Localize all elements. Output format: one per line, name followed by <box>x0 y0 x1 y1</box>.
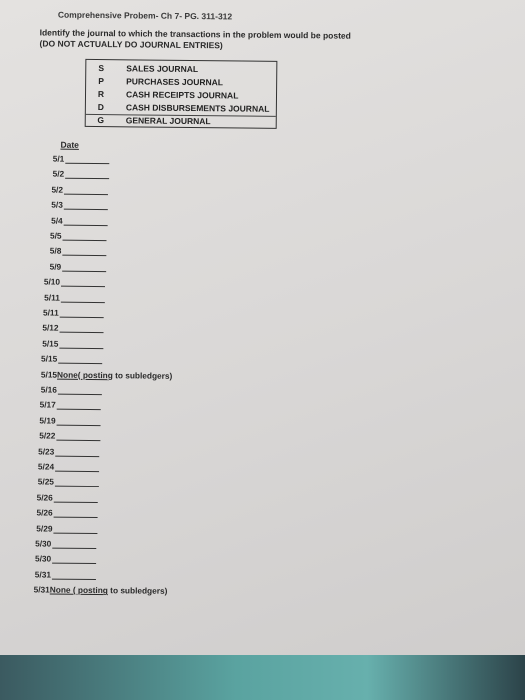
posting-note-rest: to subledgers) <box>112 369 173 381</box>
date-row <box>32 446 99 458</box>
answer-blank[interactable] <box>58 385 102 395</box>
legend-code: P <box>98 76 105 87</box>
date-row <box>29 554 96 566</box>
date-row <box>36 338 103 350</box>
instruction-line-1: Identify the journal to which the transactions in the problem would be posted <box>39 27 351 41</box>
date-text: 5/2 <box>52 168 65 180</box>
date-text: 5/8 <box>49 245 62 257</box>
answer-blank[interactable] <box>64 184 108 194</box>
legend-code: S <box>98 63 105 74</box>
date-row <box>28 585 168 597</box>
answer-blank[interactable] <box>61 277 105 287</box>
legend-code: G <box>97 115 105 126</box>
posting-note-rest: to subledgers) <box>107 585 168 596</box>
date-text: 5/30 <box>34 553 52 564</box>
legend-name: CASH DISBURSEMENTS JOURNAL <box>125 102 270 114</box>
date-row <box>35 369 172 381</box>
date-text: 5/3 <box>51 199 63 210</box>
date-text: 5/15 <box>42 338 59 349</box>
date-row <box>37 307 104 319</box>
date-text: 5/11 <box>42 307 59 318</box>
date-row <box>34 415 101 427</box>
answer-blank[interactable] <box>58 354 102 364</box>
legend-row-sales <box>86 63 276 77</box>
legend-row-cash-receipts <box>86 89 276 103</box>
date-text: 5/4 <box>51 215 63 226</box>
answer-blank[interactable] <box>60 308 104 318</box>
date-row <box>39 261 106 273</box>
background-surface <box>0 655 525 700</box>
answer-blank[interactable] <box>62 246 106 256</box>
date-text: 5/12 <box>42 322 59 334</box>
answer-blank[interactable] <box>59 338 103 348</box>
date-row <box>32 477 99 489</box>
date-text: 5/15 <box>41 353 58 364</box>
date-text: 5/1 <box>52 153 65 164</box>
answer-blank[interactable] <box>53 523 97 533</box>
posting-note-underlined: None ( posting <box>49 584 108 596</box>
page-title: Comprehensive Probem- Ch 7- PG. 311-312 <box>57 9 233 22</box>
date-row <box>38 292 105 304</box>
answer-blank[interactable] <box>65 169 109 179</box>
date-text: 5/31 <box>34 569 52 580</box>
date-text: 5/23 <box>38 446 55 457</box>
date-row <box>41 215 108 227</box>
date-row <box>41 184 108 196</box>
date-text: 5/31 <box>33 584 50 595</box>
date-row <box>39 230 106 242</box>
answer-blank[interactable] <box>65 154 109 164</box>
answer-blank[interactable] <box>62 231 106 241</box>
legend-code: R <box>97 89 105 100</box>
legend-name: PURCHASES JOURNAL <box>126 76 224 88</box>
posting-note <box>50 585 168 596</box>
journal-legend-box <box>85 59 278 129</box>
answer-blank[interactable] <box>55 462 99 472</box>
answer-blank[interactable] <box>52 569 96 579</box>
answer-blank[interactable] <box>64 215 108 225</box>
answer-blank[interactable] <box>60 323 104 333</box>
date-row <box>35 354 102 366</box>
date-text: 5/25 <box>37 476 55 487</box>
legend-name: CASH RECEIPTS JOURNAL <box>125 89 239 101</box>
answer-blank[interactable] <box>62 261 106 271</box>
date-row <box>34 400 101 412</box>
date-row <box>31 492 98 504</box>
legend-name: GENERAL JOURNAL <box>125 115 211 127</box>
date-text: 5/16 <box>40 384 57 395</box>
date-row <box>30 523 97 535</box>
legend-row-purchases <box>86 76 276 90</box>
posting-note <box>57 369 172 380</box>
date-text: 5/26 <box>36 492 53 503</box>
answer-blank[interactable] <box>55 477 99 487</box>
date-text: 5/11 <box>44 292 60 303</box>
answer-blank[interactable] <box>55 446 99 456</box>
date-column-label: Date <box>60 139 79 150</box>
answer-blank[interactable] <box>57 400 101 410</box>
answer-blank[interactable] <box>52 554 96 564</box>
answer-blank[interactable] <box>64 200 108 210</box>
date-text: 5/26 <box>36 507 53 518</box>
legend-row-general <box>86 114 276 129</box>
date-row <box>32 461 99 473</box>
date-text: 5/29 <box>36 523 53 534</box>
answer-blank[interactable] <box>57 415 101 425</box>
date-row <box>38 277 105 289</box>
date-text: 5/10 <box>43 276 61 287</box>
date-text: 5/2 <box>51 184 64 195</box>
date-text: 5/17 <box>39 399 56 410</box>
legend-name: SALES JOURNAL <box>126 63 199 75</box>
instruction-line-2: (DO NOT ACTUALLY DO JOURNAL ENTRIES) <box>39 38 223 51</box>
date-row <box>42 169 109 181</box>
date-row <box>29 538 96 550</box>
date-text: 5/5 <box>49 230 62 241</box>
date-text: 5/30 <box>35 538 52 549</box>
answer-blank[interactable] <box>61 292 105 302</box>
date-row <box>39 246 106 258</box>
date-row <box>42 153 109 165</box>
answer-blank[interactable] <box>54 508 98 518</box>
date-row <box>31 508 98 520</box>
posting-note-underlined: None( posting <box>57 369 113 380</box>
answer-blank[interactable] <box>54 492 98 502</box>
date-text: 5/19 <box>39 415 56 426</box>
date-row <box>29 569 96 581</box>
date-text: 5/15 <box>40 369 58 380</box>
date-row <box>41 200 108 212</box>
date-row <box>35 384 102 396</box>
date-text: 5/9 <box>49 261 62 272</box>
date-row <box>33 431 100 443</box>
date-text: 5/24 <box>37 461 55 472</box>
legend-code: D <box>97 102 104 113</box>
answer-blank[interactable] <box>52 539 96 549</box>
date-text: 5/22 <box>39 430 56 441</box>
date-row <box>37 323 104 335</box>
answer-blank[interactable] <box>56 431 100 441</box>
